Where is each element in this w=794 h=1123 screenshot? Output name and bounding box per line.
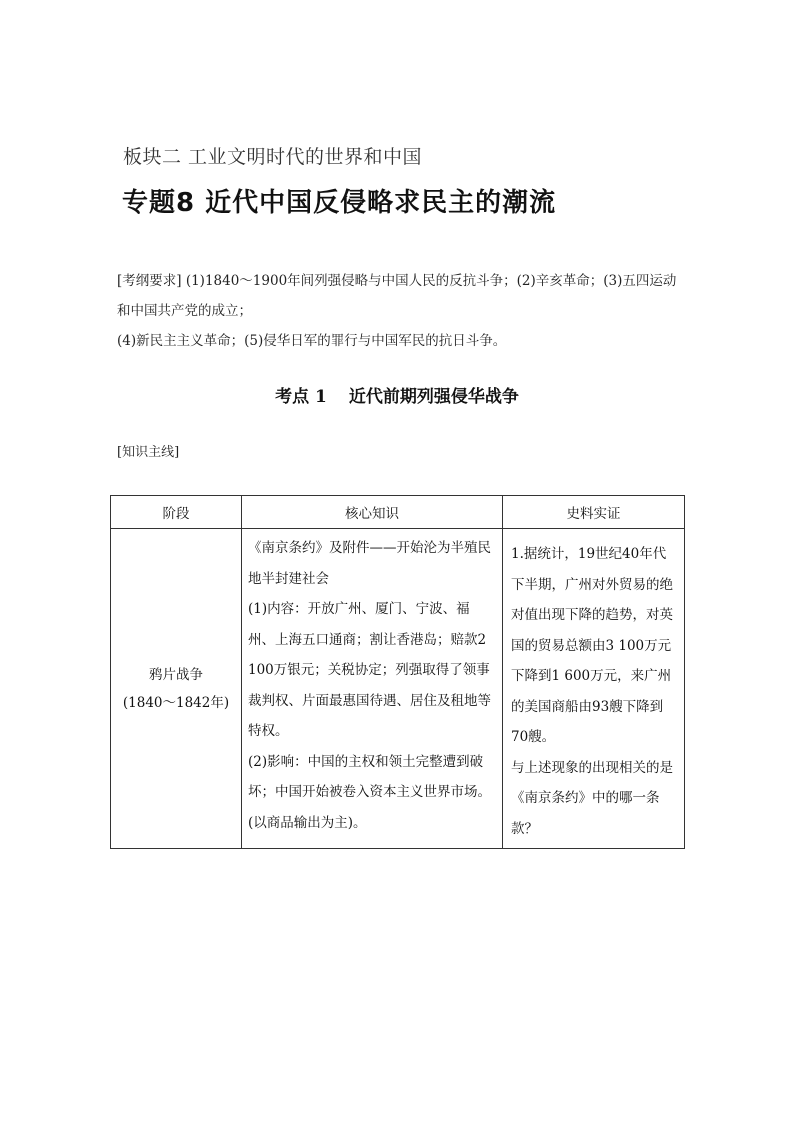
table-row bbox=[111, 529, 685, 849]
requirements-line-2: 和中国共产党的成立； bbox=[117, 303, 252, 319]
exam-requirements bbox=[117, 266, 697, 356]
stage-name: 鸦片战争 bbox=[149, 666, 203, 683]
knowledge-table bbox=[110, 495, 685, 849]
kaodian-label: 考点 1 bbox=[275, 387, 327, 407]
header-knowledge: 核心知识 bbox=[242, 496, 503, 529]
knowledge-mainline-label: [知识主线] bbox=[117, 445, 180, 460]
header-stage: 阶段 bbox=[111, 496, 242, 529]
evidence-statistic: 1.据统计，19世纪40年代下半期，广州对外贸易的绝对值出现下降的趋势，对英国的贸易总额由3 100万元下降到1 600万元，来广州的美国商船由93艘下降到70艘。 bbox=[511, 546, 673, 745]
stage-cell bbox=[111, 529, 242, 849]
knowledge-treaty: 《南京条约》及附件——开始沦为半殖民地半封建社会 bbox=[248, 540, 491, 587]
stage-years: (1840～1842年) bbox=[122, 694, 230, 711]
table-header-row bbox=[111, 496, 685, 529]
kaodian-name: 近代前期列强侵华战争 bbox=[348, 387, 519, 407]
knowledge-cell bbox=[242, 529, 503, 849]
knowledge-impact: (2)影响：中国的主权和领土完整遭到破坏；中国开始被卷入资本主义世界市场。(以商品输出为主)。 bbox=[248, 753, 491, 831]
header-evidence: 史料实证 bbox=[503, 496, 685, 529]
section-heading: 板块二 工业文明时代的世界和中国 bbox=[123, 146, 423, 168]
evidence-question: 与上述现象的出现相关的是《南京条约》中的哪一条款？ bbox=[511, 759, 673, 837]
requirements-line-1: [考纲要求] (1)1840～1900年间列强侵略与中国人民的反抗斗争；(2)辛亥革命；(3)五四运动 bbox=[117, 273, 677, 289]
evidence-cell bbox=[503, 529, 685, 849]
page-title: 专题8 近代中国反侵略求民主的潮流 bbox=[122, 188, 557, 218]
kaodian-heading bbox=[0, 382, 794, 407]
requirements-line-3: (4)新民主主义革命；(5)侵华日军的罪行与中国军民的抗日斗争。 bbox=[117, 333, 507, 349]
knowledge-content: (1)内容：开放广州、厦门、宁波、福州、上海五口通商；割让香港岛；赔款2 100万银元；关税协定；列强取得了领事裁判权、片面最惠国待遇、居住及租地等特权。 bbox=[248, 601, 491, 739]
